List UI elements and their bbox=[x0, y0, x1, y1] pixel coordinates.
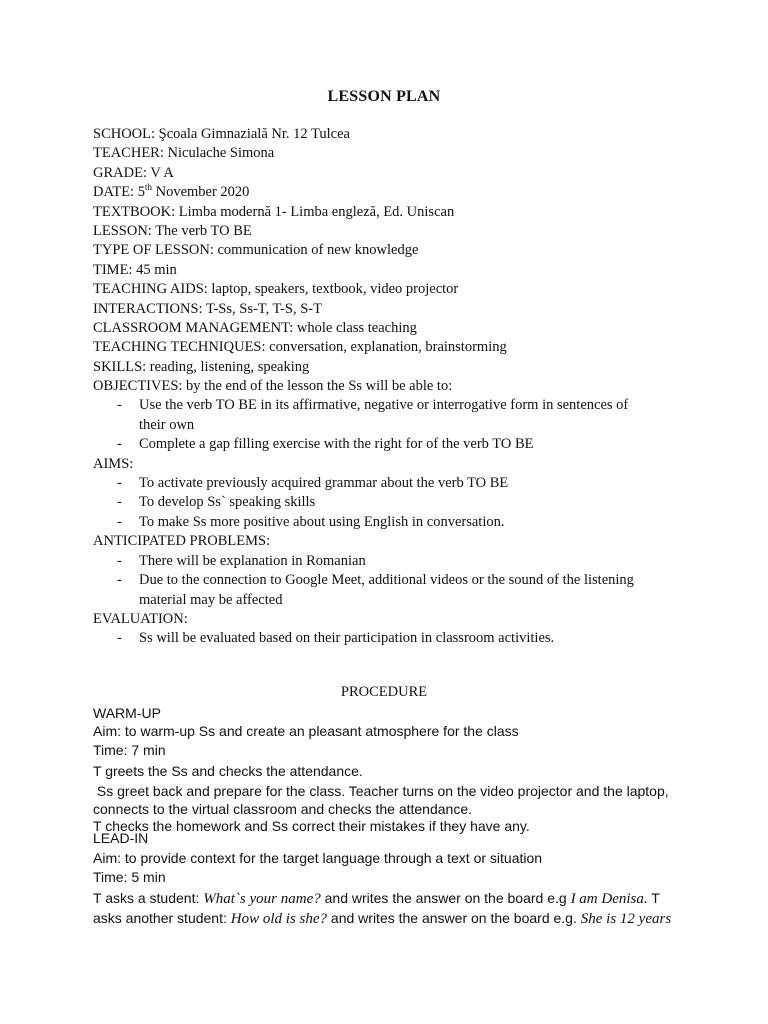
evaluation-heading: EVALUATION: bbox=[93, 610, 188, 627]
leadin-heading: LEAD-IN bbox=[93, 830, 149, 846]
warmup-paragraph: Ss greet back and prepare for the class. Teacher turns on the video projector and the laptop, bbox=[93, 783, 669, 799]
list-item: - To make Ss more positive about using English in conversation. bbox=[117, 513, 505, 530]
aims-heading: AIMS: bbox=[93, 455, 134, 472]
leadin-aim: Aim: to provide context for the target language through a text or situation bbox=[93, 849, 543, 866]
document-title: LESSON PLAN bbox=[327, 88, 441, 105]
header-section bbox=[93, 125, 693, 649]
leadin-section bbox=[93, 830, 693, 929]
list-item: - To develop Ss` speaking skills bbox=[117, 494, 316, 511]
warmup-aim: Aim: to warm-up Ss and create an pleasant atmosphere for the class bbox=[93, 722, 519, 739]
teacher-line: TEACHER: Niculache Simona bbox=[93, 145, 275, 162]
warmup-paragraph: connects to the virtual classroom and checks the attendance. bbox=[93, 800, 472, 817]
warmup-paragraph: T checks the homework and Ss correct their mistakes if they have any. bbox=[93, 818, 530, 834]
date-line: DATE: 5th November 2020 bbox=[93, 182, 250, 201]
teaching-techniques-line: TEACHING TECHNIQUES: conversation, explanation, brainstorming bbox=[93, 339, 507, 356]
leadin-paragraph: T asks a student: What`s your name? and writes the answer on the board e.g I am Denisa. T bbox=[93, 889, 660, 907]
classroom-management-line: CLASSROOM MANAGEMENT: whole class teaching bbox=[93, 319, 417, 336]
list-item: - Ss will be evaluated based on their participation in classroom activities. bbox=[117, 630, 555, 647]
warmup-section bbox=[93, 705, 693, 836]
problems-heading: ANTICIPATED PROBLEMS: bbox=[93, 533, 271, 550]
grade-line: GRADE: V A bbox=[93, 164, 174, 181]
time-line: TIME: 45 min bbox=[93, 261, 177, 278]
skills-line: SKILLS: reading, listening, speaking bbox=[93, 358, 310, 375]
leadin-paragraph: asks another student: How old is she? and writes the answer on the board e.g. She is 12 years bbox=[93, 910, 672, 927]
warmup-time: Time: 7 min bbox=[93, 742, 166, 758]
list-item: - Use the verb TO BE in its affirmative, negative or interrogative form in sentences of their own bbox=[117, 397, 629, 433]
teaching-aids-line: TEACHING AIDS: laptop, speakers, textbook, video projector bbox=[93, 281, 459, 298]
lesson-type-line: TYPE OF LESSON: communication of new knowledge bbox=[93, 242, 419, 259]
leadin-time: Time: 5 min bbox=[93, 869, 166, 885]
warmup-paragraph: T greets the Ss and checks the attendance. bbox=[93, 762, 363, 779]
textbook-line: TEXTBOOK: Limba modernă 1- Limba engleză, Ed. Uniscan bbox=[93, 203, 455, 220]
lesson-line: LESSON: The verb TO BE bbox=[93, 222, 252, 239]
interactions-line: INTERACTIONS: T-Ss, Ss-T, T-S, S-T bbox=[93, 300, 322, 317]
objectives-heading: OBJECTIVES: by the end of the lesson the Ss will be able to: bbox=[93, 378, 453, 395]
school-line: SCHOOL: Şcoala Gimnazială Nr. 12 Tulcea bbox=[93, 126, 350, 142]
list-item: - To activate previously acquired grammar about the verb TO BE bbox=[117, 475, 509, 492]
procedure-title: PROCEDURE bbox=[340, 684, 428, 700]
list-item: - There will be explanation in Romanian bbox=[117, 552, 366, 569]
list-item: - Complete a gap filling exercise with the right for of the verb TO BE bbox=[117, 436, 534, 453]
warmup-heading: WARM-UP bbox=[93, 705, 161, 721]
list-item: - Due to the connection to Google Meet, additional videos or the sound of the listening material may be affected bbox=[117, 572, 634, 608]
